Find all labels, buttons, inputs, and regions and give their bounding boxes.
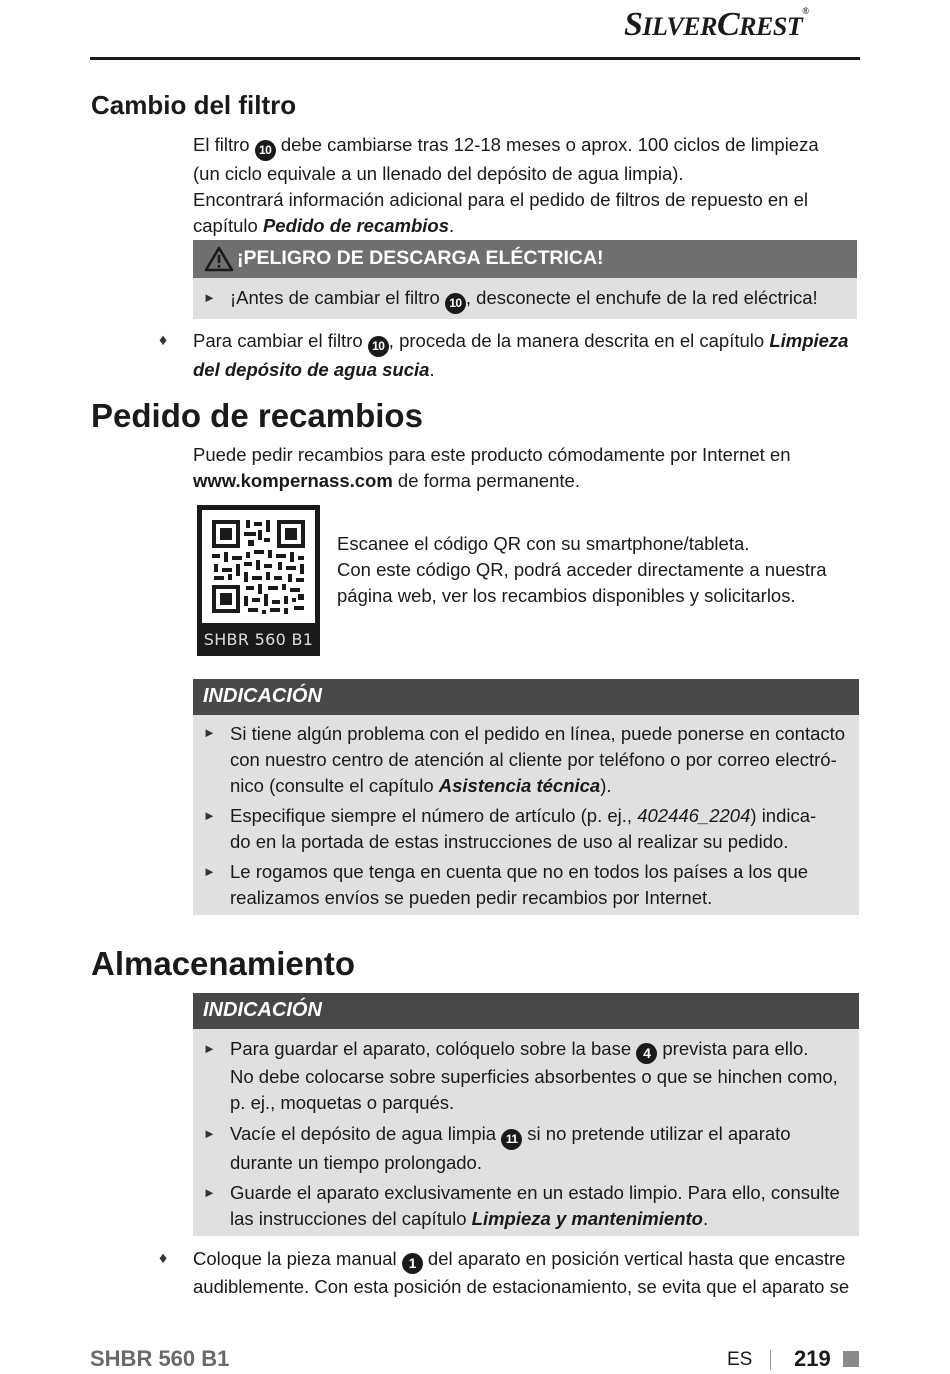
- warning-title: ¡PELIGRO DE DESCARGA ELÉCTRICA!: [237, 247, 604, 269]
- note-item: Vacíe el depósito de agua limpia 11 si no pretende utilizar el aparato durante un tiempo prolongado.: [230, 1123, 791, 1173]
- part-number-badge: 10: [255, 140, 276, 161]
- warning-text: ¡Antes de cambiar el filtro 10 , desconecte el enchufe de la red eléctrica!: [230, 285, 818, 314]
- filter-paragraph: El filtro 10 debe cambiarse tras 12-18 meses o aprox. 100 ciclos de limpieza (un ciclo equivale a un llenado del depósito de agua limpia). Encontrará información adicional para el pedido de filtros de repuesto en el capítulo Pedido de recambios.: [193, 134, 819, 236]
- storage-step: Coloque la pieza manual 1 del aparato en posición vertical hasta que encastre audiblemente. Con esta posición de estacionamiento, se evita que el aparato se: [193, 1248, 850, 1297]
- section-title-filter: Cambio del filtro: [91, 90, 297, 120]
- part-number-badge: 10: [368, 336, 389, 357]
- part-number-badge: 1: [402, 1253, 423, 1274]
- note-header: [193, 679, 859, 715]
- arrow-icon: ►: [203, 1126, 216, 1141]
- note-title: INDICACIÓN: [203, 999, 322, 1021]
- arrow-icon: ►: [203, 1185, 216, 1200]
- note-header: [193, 993, 859, 1029]
- order-paragraph: Puede pedir recambios para este producto cómodamente por Internet en www.kompernass.com de forma permanente.: [193, 444, 791, 491]
- warning-header: [193, 240, 857, 278]
- diamond-bullet-icon: ♦: [159, 332, 168, 349]
- note-body: [193, 715, 859, 915]
- section-title-storage: Almacenamiento: [91, 945, 356, 982]
- note-item: Le rogamos que tenga en cuenta que no en todos los países a los que realizamos envíos se pueden pedir recambios por Internet.: [230, 861, 809, 908]
- brand-logo: SILVERCREST®: [624, 6, 809, 43]
- header-rule: [90, 57, 860, 60]
- qr-pattern: [202, 510, 315, 623]
- arrow-icon: ►: [203, 725, 216, 740]
- diamond-bullet-icon: ♦: [159, 1250, 168, 1267]
- warning-triangle-icon: [204, 246, 234, 272]
- warning-body: [193, 278, 857, 319]
- filter-step: Para cambiar el filtro 10 , proceda de la manera descrita en el capítulo Limpieza del depósito de agua sucia.: [193, 330, 849, 380]
- footer-square-marker: [843, 1351, 859, 1367]
- page-number: 219: [794, 1346, 831, 1371]
- note-item: Guarde el aparato exclusivamente en un estado limpio. Para ello, consulte las instrucciones del capítulo Limpieza y mantenimiento.: [230, 1182, 840, 1229]
- part-number-badge: 11: [501, 1129, 522, 1150]
- arrow-icon: ►: [203, 808, 216, 823]
- note-item: Si tiene algún problema con el pedido en línea, puede ponerse en contacto con nuestro centro de atención al cliente por teléfono o por correo electró- nico (consulte el capítulo Asistencia técnica).: [230, 723, 846, 796]
- footer-model: SHBR 560 B1: [90, 1346, 230, 1371]
- note-title: INDICACIÓN: [203, 685, 322, 707]
- section-title-order: Pedido de recambios: [91, 397, 423, 434]
- qr-code[interactable]: [197, 505, 320, 656]
- note-item: Para guardar el aparato, colóquelo sobre la base 4 prevista para ello. No debe colocarse sobre superficies absorbentes o que se hinchen como, p. ej., moquetas o parqués.: [230, 1038, 838, 1113]
- qr-description: Escanee el código QR con su smartphone/tableta. Con este código QR, podrá acceder directamente a nuestra página web, ver los recambios disponibles y solicitarlos.: [337, 533, 827, 606]
- footer-language: ES: [727, 1349, 753, 1370]
- part-number-badge: 4: [636, 1043, 657, 1064]
- part-number-badge: 10: [445, 293, 466, 314]
- arrow-icon: ►: [203, 864, 216, 879]
- note-body: [193, 1029, 859, 1236]
- qr-caption: SHBR 560 B1: [203, 630, 314, 649]
- arrow-icon: ►: [203, 1041, 216, 1056]
- website-link[interactable]: www.kompernass.com: [193, 470, 393, 491]
- footer-divider: [770, 1350, 771, 1370]
- note-item: Especifique siempre el número de artículo (p. ej., 402446_2204) indica- do en la portada de estas instrucciones de uso al realizar su pedido.: [230, 805, 817, 852]
- arrow-icon: ►: [203, 290, 216, 305]
